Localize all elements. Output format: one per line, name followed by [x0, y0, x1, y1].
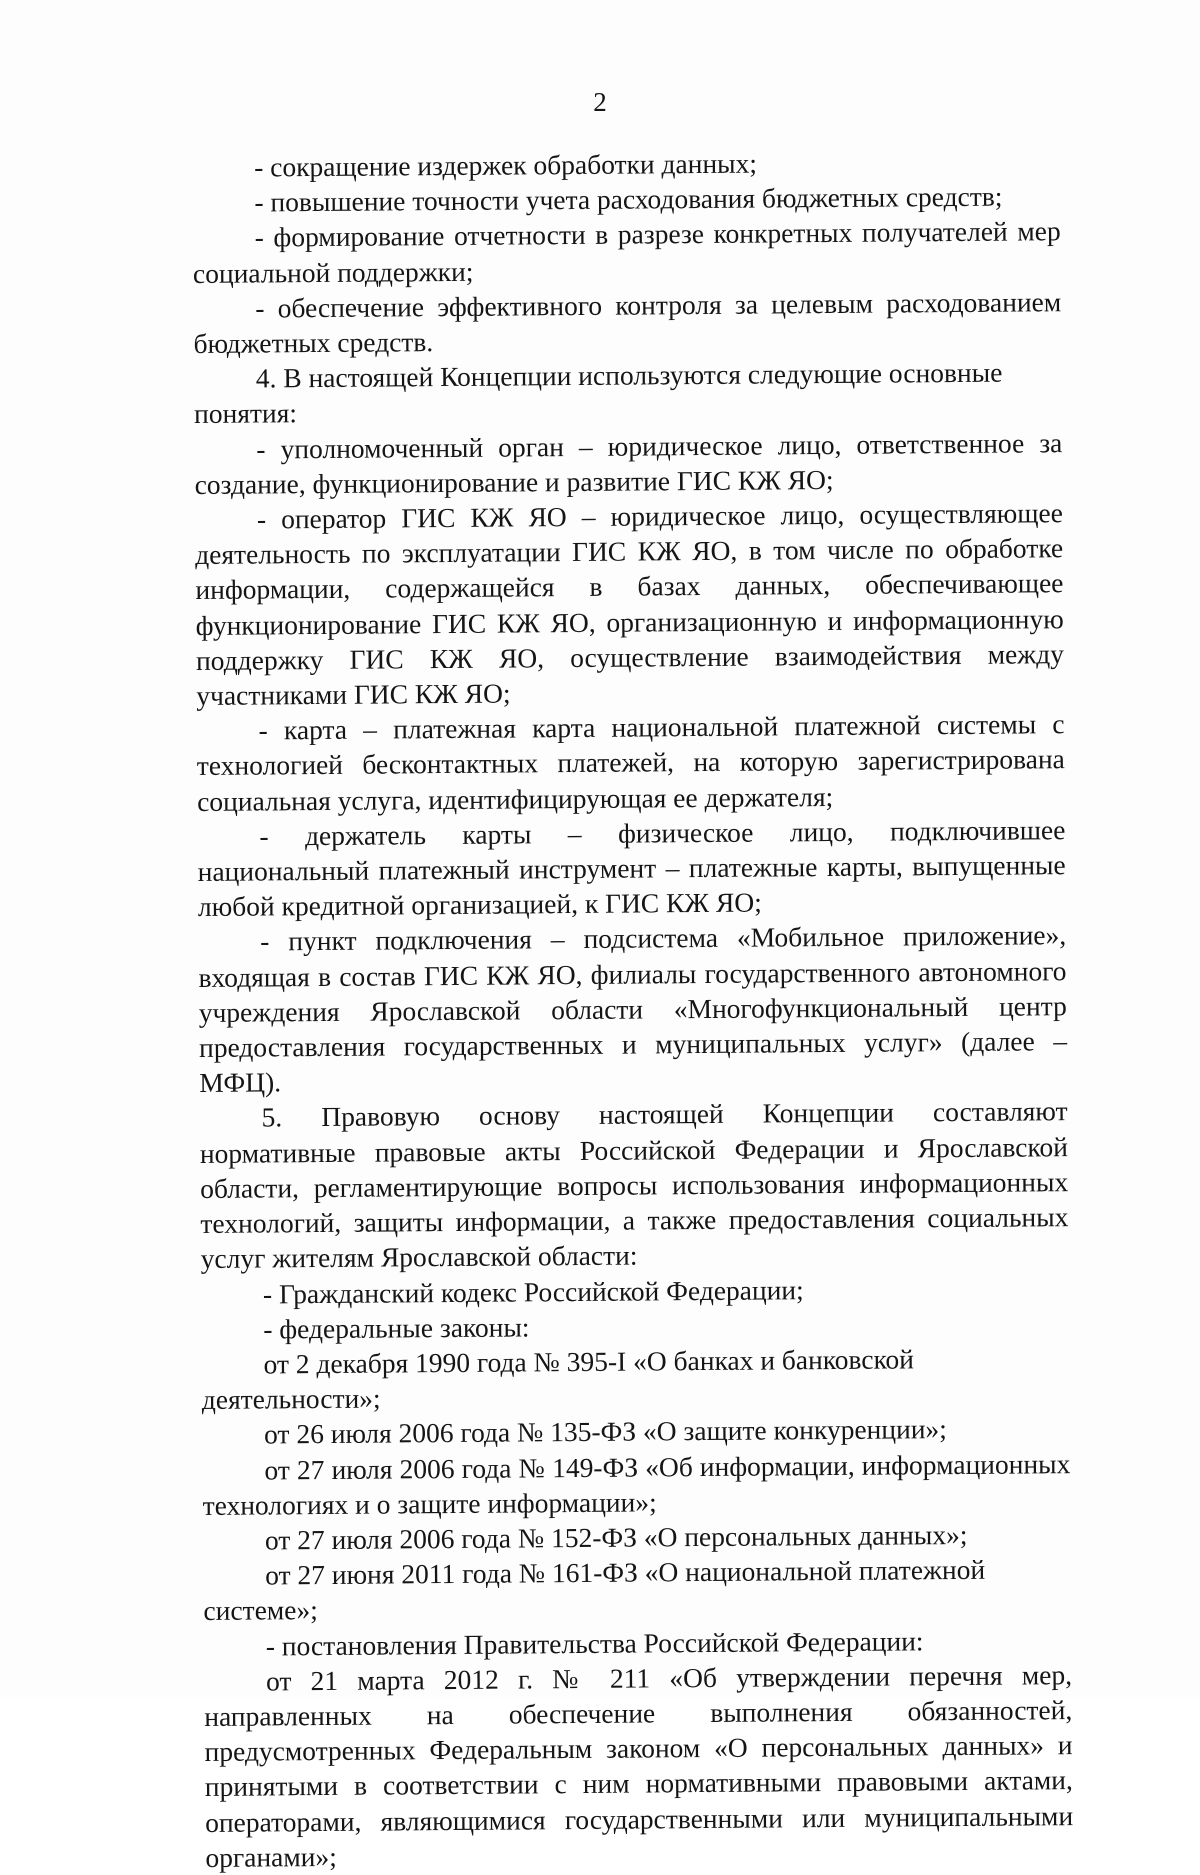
paragraph: от 26 июля 2006 года № 135-ФЗ «О защите конкуренции»;: [263, 1413, 947, 1450]
paragraph: - оператор ГИС КЖ ЯО – юридическое лицо, осуществляющее деятельность по эксплуатации ГИС КЖ ЯО, в том числе по обработке информации, содержащейся в базах данных, обеспечивающее функционирование ГИС КЖ ЯО, организационную и информационную поддержку ГИС КЖ ЯО, осуществление взаимодействия между участниками ГИС КЖ ЯО;: [195, 497, 1065, 712]
paragraph: - постановления Правительства Российской Федерации:: [265, 1624, 924, 1661]
paragraph: - формирование отчетности в разрезе конкретных получателей мер социальной поддержки;: [192, 215, 1061, 289]
paragraph: - сокращение издержек обработки данных;: [254, 147, 758, 183]
paragraph: - обеспечение эффективного контроля за целевым расходованием бюджетных средств.: [193, 285, 1062, 360]
paragraph: от 27 июня 2011 года № 161-ФЗ «О национальной платежной системе»;: [203, 1553, 986, 1627]
paragraph: - карта – платежная карта национальной платежной системы с технологией бесконтактных платежей, на которую зарегистрирована социальная услуга, идентифицирующая ее держателя;: [196, 708, 1065, 817]
paragraph: - пункт подключения – подсистема «Мобильное приложение», входящая в состав ГИС КЖ ЯО, филиалы государственного автономного учреждения Ярославской области «Многофункциональный центр предоставления государственных и муниципальных услуг» (далее – МФЦ).: [198, 919, 1068, 1099]
paragraph: от 27 июля 2006 года № 152-ФЗ «О персональных данных»;: [264, 1518, 968, 1556]
paragraph: - повышение точности учета расходования бюджетных средств;: [254, 180, 1003, 218]
page-number: 2: [593, 87, 607, 117]
paragraph: от 27 июля 2006 года № 149-ФЗ «Об информации, информационных технологиях и о защите информации»;: [202, 1447, 1071, 1521]
paragraph: от 2 декабря 1990 года № 395-I «О банках и банковской деятельности»;: [201, 1343, 915, 1416]
paragraph: - Гражданский кодекс Российской Федерации;: [262, 1273, 804, 1309]
paragraph: - уполномоченный орган – юридическое лицо, ответственное за создание, функционирование и развитие ГИС КЖ ЯО;: [194, 426, 1063, 500]
paragraph: 5. Правовую основу настоящей Концепции составляют нормативные правовые акты Российской Федерации и Ярославской области, регламентирующие вопросы использования информационных технологий, защиты информации, а также предоставления социальных услуг жителям Ярославской области:: [199, 1095, 1069, 1275]
paragraph: - держатель карты – физическое лицо, подключившее национальный платежный инструмент – платежные карты, выпущенные любой кредитной организацией, к ГИС КЖ ЯО;: [197, 814, 1066, 923]
paragraph: - федеральные законы:: [263, 1311, 530, 1345]
paragraph: 4. В настоящей Концепции используются следующие основные понятия:: [193, 356, 1003, 430]
document-body: [192, 143, 1074, 1875]
paragraph: от 21 марта 2012 г. № 211 «Об утверждении перечня мер, направленных на обеспечение выполнения обязанностей, предусмотренных Федеральным законом «О персональных данных» и принятыми в соответствии с ним нормативными правовыми актами, операторами, являющимися государственными или муниципальными органами»;: [204, 1658, 1074, 1873]
